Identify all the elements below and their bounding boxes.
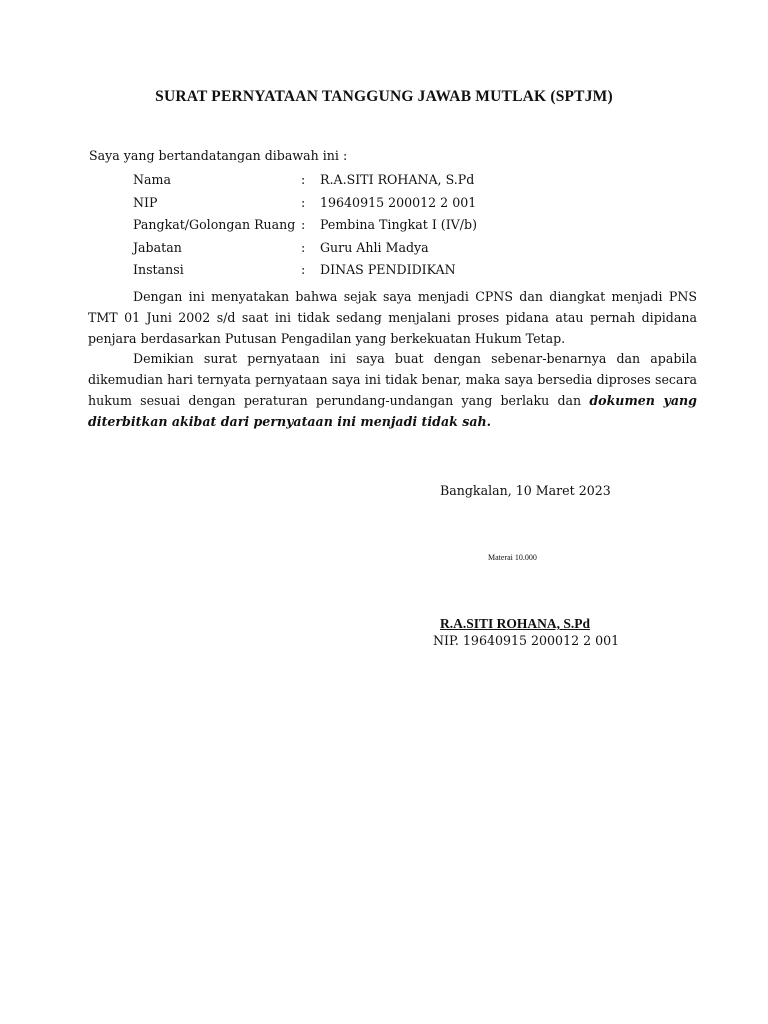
stamp-placeholder: Materai 10.000 [488, 553, 537, 562]
identity-fields [133, 172, 653, 285]
field-value: Guru Ahli Madya [320, 239, 429, 255]
signatory-name: R.A.SITI ROHANA, S.Pd [440, 616, 591, 631]
field-colon: : [301, 194, 306, 210]
closing-paragraph-emphasis: dokumen yang diterbitkan akibat dari pernyataan ini menjadi tidak sah. [88, 393, 697, 429]
signatory-nip: NIP. 19640915 200012 2 001 [433, 633, 620, 648]
field-row-instansi [133, 262, 653, 285]
field-label: Pangkat/Golongan Ruang [133, 217, 296, 233]
field-row-jabatan [133, 240, 653, 263]
field-colon: : [301, 172, 306, 187]
field-label: Instansi [133, 262, 184, 278]
field-label: Jabatan [133, 239, 182, 255]
field-row-nama [133, 172, 653, 195]
field-colon: : [301, 262, 306, 278]
document-title: SURAT PERNYATAAN TANGGUNG JAWAB MUTLAK (SPTJM) [155, 88, 613, 105]
field-value: R.A.SITI ROHANA, S.Pd [320, 172, 475, 187]
field-colon: : [301, 239, 306, 255]
closing-paragraph [88, 348, 697, 432]
field-label: Nama [133, 172, 171, 187]
intro-text: Saya yang bertandatangan dibawah ini : [89, 148, 348, 163]
field-colon: : [301, 217, 306, 233]
field-value: DINAS PENDIDIKAN [320, 262, 456, 278]
place-date: Bangkalan, 10 Maret 2023 [440, 483, 611, 498]
field-row-pangkat [133, 217, 653, 240]
field-row-nip [133, 195, 653, 218]
field-value: Pembina Tingkat I (IV/b) [320, 217, 477, 233]
field-label: NIP [133, 194, 158, 210]
statement-paragraph: Dengan ini menyatakan bahwa sejak saya menjadi CPNS dan diangkat menjadi PNS TMT 01 Juni 2002 s/d saat ini tidak sedang menjalani proses pidana atau pernah dipidana penjara berdasarkan Putusan Pengadilan yang berkekuatan Hukum Tetap. [88, 289, 697, 346]
closing-paragraph-text: Demikian surat pernyataan ini saya buat dengan sebenar-benarnya dan apabila dikemudian hari ternyata pernyataan saya ini tidak benar, maka saya bersedia diproses secara hukum sesuai dengan peraturan perundang-undangan yang berlaku dan [88, 351, 697, 408]
field-value: 19640915 200012 2 001 [320, 194, 477, 210]
